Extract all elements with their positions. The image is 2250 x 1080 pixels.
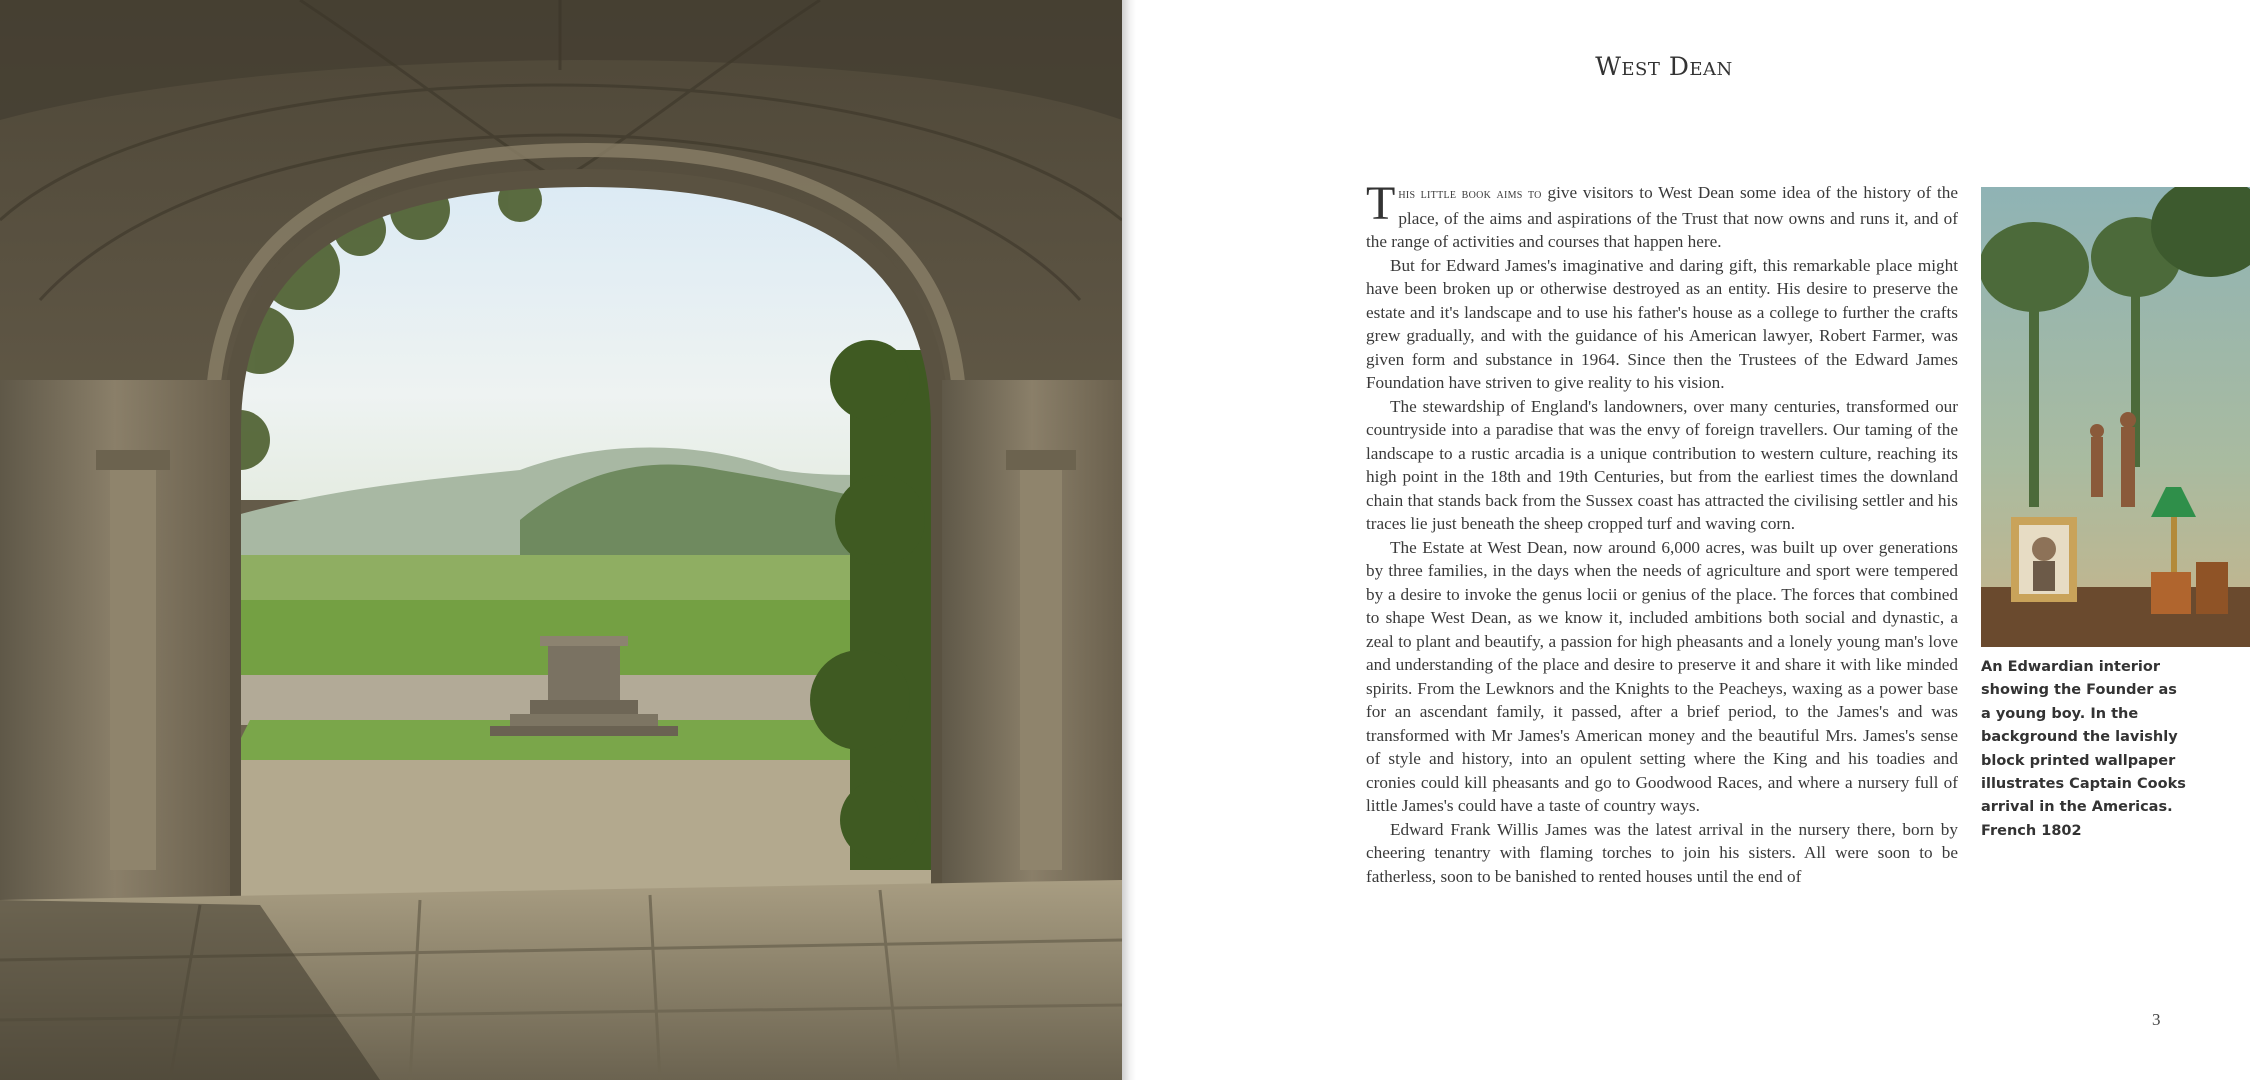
body-text [1366,181,1958,981]
paragraph: Edward Frank Willis James was the latest arrival in the nursery there, born by cheering tenantry with flaming torches to join his sisters. All were soon to be fatherless, soon to be banished to rented houses until the end of [1366,819,1958,886]
paragraph: The stewardship of England's landowners, over many centuries, transformed our countryside into a paradise that was the envy of foreign travellers. Our taming of the landscape to a rustic arcadia is a unique contribution to western culture, reaching its high point in the 18th and 19th Centuries, but from the earliest times the downland chain that stands back from the Sussex coast has attracted the civilising settler and his traces lie just beneath the sheep cropped turf and waving corn. [1366,396,1958,533]
archway-photograph [0,0,1122,1080]
archway-photo-illustration [0,0,1122,1080]
page-title: West Dean [1595,52,1733,81]
inset-photo-illustration [1981,187,2250,647]
book-gutter [1122,0,1136,1080]
page-number: 3 [2152,1010,2161,1029]
lead-paragraph [1366,181,1958,254]
paragraph: But for Edward James's imaginative and daring gift, this remarkable place might have been broken up or otherwise destroyed as an entity. His desire to preserve the estate and it's landscape and to use his father's house as a college to further the crafts grew gradually, and with the guidance of his American lawyer, Robert Farmer, was given form and substance in 1964. Since then the Trustees of the Edward James Foundation have striven to give reality to his vision. [1366,255,1958,392]
edwardian-interior-photo [1981,187,2250,647]
drop-cap: T [1366,181,1396,230]
photo-caption: An Edwardian interior showing the Founder as a young boy. In the background the lavishly block printed wallpaper illustrates Captain Cooks arrival in the Americas. French 1802 [1981,659,2186,839]
lead-paragraph-text: give visitors to West Dean some idea of the history of the place, of the aims and aspirations of the Trust that now owns and runs it, and of the range of activities and courses that happen here. [1366,183,1958,251]
paragraph: The Estate at West Dean, now around 6,000 acres, was built up over generations by three families, in the days when the needs of agriculture and sport were tempered by a desire to invoke the genus locii or genius of the place. The forces that combined to shape West Dean, as we know it, included ambitions both social and dynastic, a zeal to plant and beautify, a passion for high pheasants and a lonely young man's love and understanding of the place and desire to preserve it and share it with like minded spirits. From the Lewknors and the Knights to the Peacheys, waxing as a power base for an ascendant family, it passed, after a brief period, to the James's and was transformed with Mr James's American money and the beautiful Mrs. James's sense of style and history, into an opulent setting where the King and his toadies and cronies could kill pheasants and go to Goodwood Races, and where a nursery full of little James's could have a taste of country ways. [1366,537,1958,815]
lead-small-caps: his little book aims to [1398,187,1542,202]
text-page [1136,0,2250,1080]
